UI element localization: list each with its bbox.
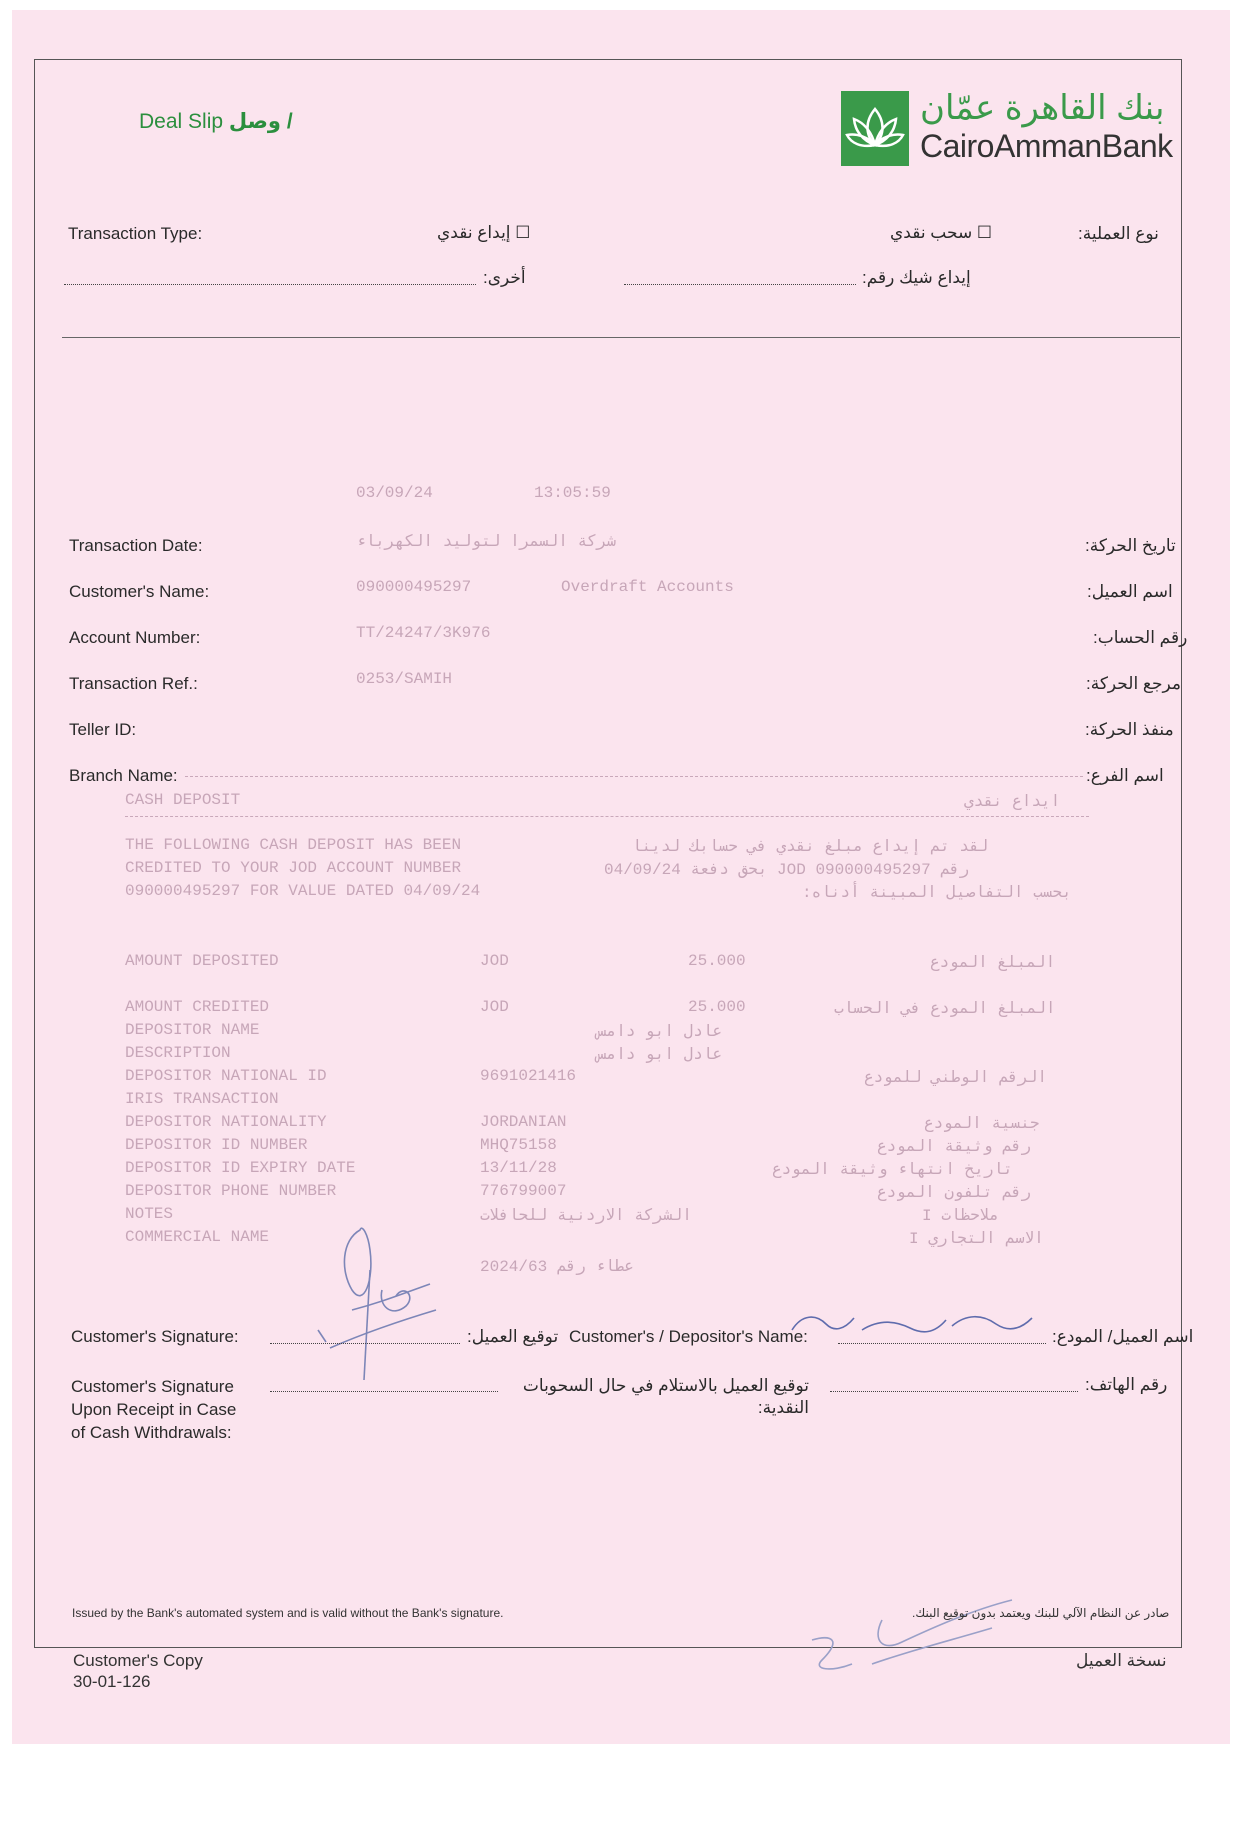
transaction-type-label-en: Transaction Type: xyxy=(68,224,203,243)
amount-credited-value: 25.000 xyxy=(688,998,746,1016)
cheque-number-dotted-line xyxy=(624,284,856,285)
amount-credited-label: AMOUNT CREDITED xyxy=(125,998,270,1016)
transaction-ref-label-en: Transaction Ref.: xyxy=(69,674,198,693)
customer-signature-line xyxy=(270,1343,460,1344)
printed-title-en: CASH DEPOSIT xyxy=(125,791,241,809)
commercial-name-label: COMMERCIAL NAME xyxy=(125,1228,270,1246)
teller-signature-scribble xyxy=(772,1580,1022,1690)
notice-en-line-1: THE FOLLOWING CASH DEPOSIT HAS BEEN xyxy=(125,836,462,854)
notes-ar: ملاحظات I xyxy=(922,1207,1000,1225)
depositor-name-label-ar: اسم العميل/ المودع: xyxy=(1052,1327,1194,1346)
amount-credited-ar: المبلغ المودع في الحساب xyxy=(834,1000,1056,1018)
receipt-signature-ar-line-1: توقيع العميل بالاستلام في حال السحوبات xyxy=(522,1376,809,1395)
notes-value: الشركة الاردنية للحافلات xyxy=(480,1207,692,1225)
amount-deposited-currency: JOD xyxy=(480,952,509,970)
lotus-icon xyxy=(841,91,909,166)
printed-time: 13:05:59 xyxy=(534,484,611,502)
printed-teller-id: 0253/SAMIH xyxy=(356,670,453,688)
notice-ar-line-1: لقد تم إيداع مبلغ نقدي في حسابك لدينا xyxy=(632,838,989,856)
phone-ar: رقم تلفون المودع xyxy=(877,1184,1032,1202)
bank-logo-mark xyxy=(841,91,909,166)
cash-withdrawal-checkbox[interactable]: ☐ سحب نقدي xyxy=(890,223,993,242)
printed-account-number: 090000495297 xyxy=(356,578,472,596)
national-id-ar: الرقم الوطني للمودع xyxy=(864,1069,1047,1087)
notice-ar-line-3: بحسب التفاصيل المبينة أدناه: xyxy=(802,884,1072,902)
iris-transaction-label: IRIS TRANSACTION xyxy=(125,1090,279,1108)
amount-credited-currency: JOD xyxy=(480,998,509,1016)
nationality-value: JORDANIAN xyxy=(480,1113,567,1131)
account-number-label-en: Account Number: xyxy=(69,628,201,647)
description-value: عادل ابو دامس xyxy=(597,1046,723,1064)
deal-slip-title-ar: / وصل xyxy=(228,110,293,133)
notice-en-line-2: CREDITED TO YOUR JOD ACCOUNT NUMBER xyxy=(125,859,462,877)
transaction-date-label-ar: تاريخ الحركة: xyxy=(1085,536,1176,555)
transaction-ref-label-ar: مرجع الحركة: xyxy=(1086,674,1181,693)
customer-signature-scribble xyxy=(312,1210,472,1390)
form-code: 30-01-126 xyxy=(73,1672,151,1691)
bank-name-ar: بنك القاهرة عمّان xyxy=(920,89,1165,127)
phone-label-ar: رقم الهاتف: xyxy=(1085,1375,1168,1394)
nationality-ar: جنسية المودع xyxy=(924,1115,1040,1133)
hidden-spacer xyxy=(772,1835,782,1845)
id-number-value: MHQ75158 xyxy=(480,1136,557,1154)
customer-name-label-en: Customer's Name: xyxy=(69,582,210,601)
customer-signature-label-en: Customer's Signature: xyxy=(71,1327,239,1346)
amount-deposited-label: AMOUNT DEPOSITED xyxy=(125,952,279,970)
customer-copy-en: Customer's Copy xyxy=(73,1651,203,1670)
printed-customer-name: شركة السمرا لتوليد الكهرباء xyxy=(356,533,616,551)
receipt-signature-label-ar xyxy=(505,1375,809,1419)
national-id-label: DEPOSITOR NATIONAL ID xyxy=(125,1067,327,1085)
other-dotted-line xyxy=(64,284,476,285)
printed-title-ar: ايداع نقدي xyxy=(964,793,1061,811)
account-number-label-ar: رقم الحساب: xyxy=(1093,628,1188,647)
id-number-ar: رقم وثيقة المودع xyxy=(877,1138,1032,1156)
deal-slip-title xyxy=(139,109,293,134)
transaction-date-label-en: Transaction Date: xyxy=(69,536,203,555)
other-label: أخرى: xyxy=(483,268,526,287)
printed-title-rule xyxy=(125,816,1089,817)
receipt-signature-en-line-1: Customer's Signature xyxy=(71,1377,234,1396)
issued-note-en: Issued by the Bank's automated system and is valid without the Bank's signature. xyxy=(72,1606,504,1620)
cash-deposit-checkbox[interactable]: ☐ إيداع نقدي xyxy=(437,223,531,242)
receipt-signature-en-line-3: of Cash Withdrawals: xyxy=(71,1423,232,1442)
deal-slip-title-en: Deal Slip xyxy=(139,110,224,133)
branch-dashed-line xyxy=(185,776,1083,777)
deal-slip-sheet xyxy=(12,10,1230,1744)
issued-note-ar: صادر عن النظام الآلي للبنك ويعتمد بدون توقيع البنك. xyxy=(912,1606,1170,1620)
id-expiry-label: DEPOSITOR ID EXPIRY DATE xyxy=(125,1159,356,1177)
depositor-name-value: عادل ابو دامس xyxy=(597,1023,723,1041)
description-label: DESCRIPTION xyxy=(125,1044,231,1062)
cheque-deposit-label: إيداع شيك رقم: xyxy=(862,268,971,287)
receipt-signature-en-line-2: Upon Receipt in Case xyxy=(71,1400,237,1419)
phone-dotted-line xyxy=(830,1391,1078,1392)
nationality-label: DEPOSITOR NATIONALITY xyxy=(125,1113,327,1131)
amount-deposited-value: 25.000 xyxy=(688,952,746,970)
teller-id-label-en: Teller ID: xyxy=(69,720,137,739)
customer-copy-block xyxy=(73,1650,203,1692)
depositor-name-handwriting xyxy=(782,1290,1042,1350)
amount-deposited-ar: المبلغ المودع xyxy=(930,954,1056,972)
branch-name-label-ar: اسم الفرع: xyxy=(1086,766,1164,785)
customer-copy-ar: نسخة العميل xyxy=(1076,1651,1167,1670)
notice-ar-line-2: رقم JOD 090000495297 بحق دفعة 04/09/24 xyxy=(604,861,970,879)
bid-reference: عطاء رقم 2024/63 xyxy=(480,1258,634,1276)
branch-name-label-en: Branch Name: xyxy=(69,766,178,785)
bank-name-en: CairoAmmanBank xyxy=(920,128,1173,164)
depositor-name-label-en: Customer's / Depositor's Name: xyxy=(569,1327,808,1346)
printed-account-type: Overdraft Accounts xyxy=(561,578,734,596)
receipt-signature-line xyxy=(270,1391,498,1392)
phone-value: 776799007 xyxy=(480,1182,567,1200)
header-divider xyxy=(62,337,1180,338)
depositor-name-line xyxy=(838,1343,1046,1344)
notice-en-line-3: 090000495297 FOR VALUE DATED 04/09/24 xyxy=(125,882,481,900)
depositor-name-label: DEPOSITOR NAME xyxy=(125,1021,260,1039)
receipt-signature-ar-line-2: النقدية: xyxy=(757,1398,809,1417)
customer-name-label-ar: اسم العميل: xyxy=(1087,582,1173,601)
printed-date: 03/09/24 xyxy=(356,484,433,502)
national-id-value: 9691021416 xyxy=(480,1067,577,1085)
id-expiry-ar: تاريخ انتهاء وثيقة المودع xyxy=(772,1161,1013,1179)
notes-label: NOTES xyxy=(125,1205,174,1223)
phone-label: DEPOSITOR PHONE NUMBER xyxy=(125,1182,337,1200)
id-expiry-value: 13/11/28 xyxy=(480,1159,557,1177)
customer-signature-label-ar: توقيع العميل: xyxy=(467,1327,559,1346)
printed-transaction-ref: TT/24247/3K976 xyxy=(356,624,491,642)
receipt-signature-label-en xyxy=(71,1375,236,1444)
id-number-label: DEPOSITOR ID NUMBER xyxy=(125,1136,308,1154)
commercial-name-ar: الاسم التجاري I xyxy=(909,1230,1044,1248)
teller-id-label-ar: منفذ الحركة: xyxy=(1085,720,1174,739)
transaction-type-label-ar: نوع العملية: xyxy=(1078,224,1159,243)
